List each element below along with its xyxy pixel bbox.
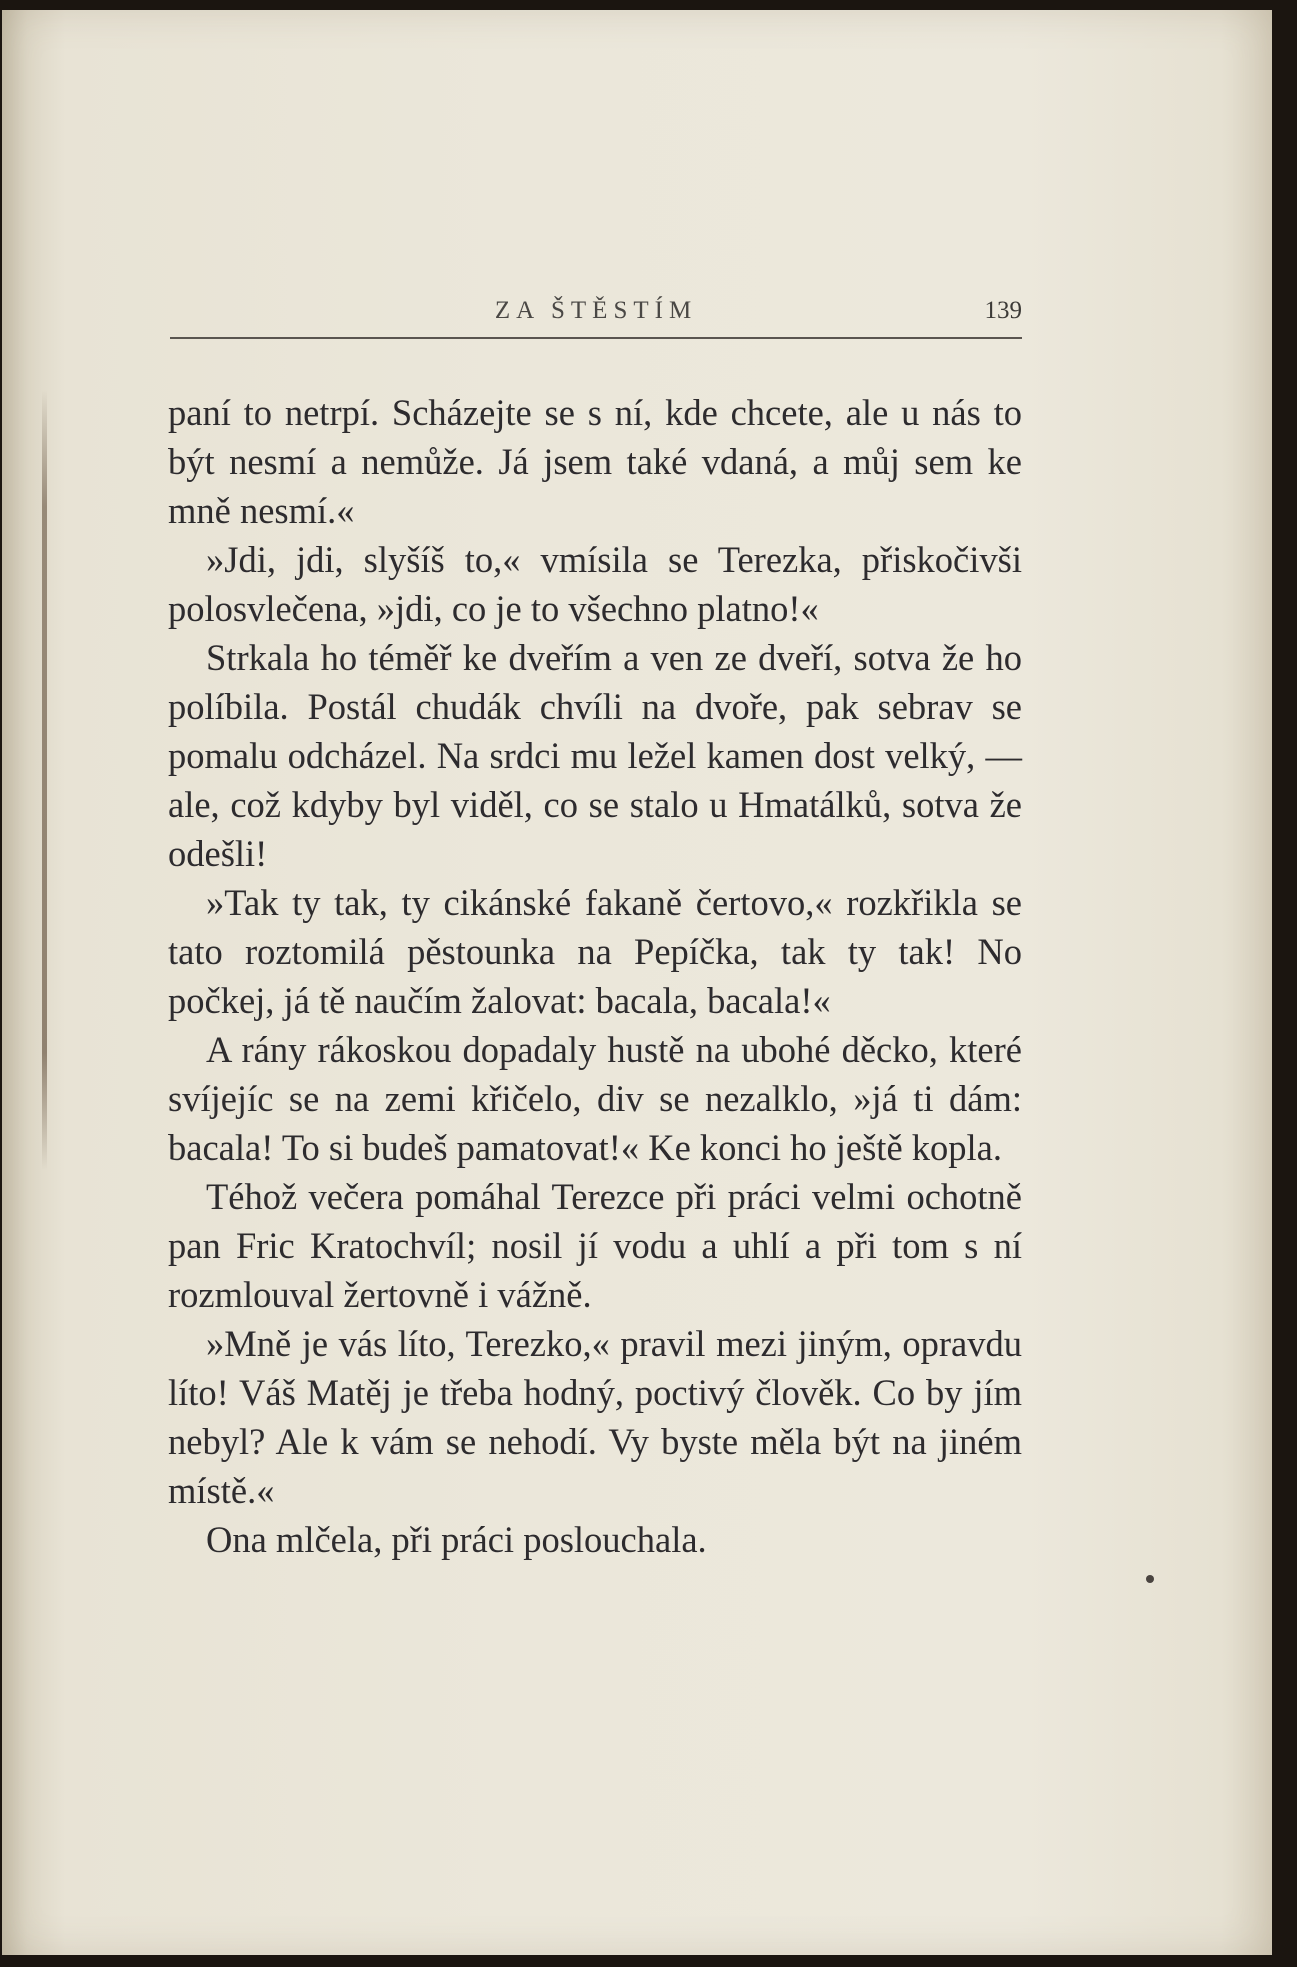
paragraph: Téhož večera pomáhal Terezce při práci velmi ochotně pan Fric Kratochvíl; nosil jí vodu a uhlí a při tom s ní rozmlouval žertovně i vážně.: [168, 1176, 1022, 1315]
paragraph: Ona mlčela, při práci poslouchala.: [206, 1519, 707, 1560]
page-header: [170, 293, 1022, 339]
paragraph: Strkala ho téměř ke dveřím a ven ze dveří, sotva že ho políbila. Postál chudák chvíli na dvoře, pak sebrav se pomalu odcházel. Na srdci mu ležel kamen dost velký, — ale, což kdyby byl viděl, co se stalo u Hmatálků, sotva že odešli!: [168, 637, 1022, 874]
book-page: [2, 10, 1272, 1955]
page-number: 139: [984, 297, 1022, 324]
paragraph: »Mně je vás líto, Terezko,« pravil mezi jiným, opravdu líto! Váš Matěj je třeba hodný, poctivý člověk. Co by jím nebyl? Ale k vám se nehodí. Vy byste měla být na jiném místě.«: [168, 1323, 1022, 1511]
running-title: ZA ŠTĚSTÍM: [494, 297, 698, 324]
page-gutter-shadow: [42, 390, 47, 1170]
ink-speck: [1146, 1575, 1154, 1583]
paragraph: »Tak ty tak, ty cikánské fakaně čertovo,« rozkřikla se tato roztomilá pěstounka na Pepíčka, tak ty tak! No počkej, já tě naučím žalovat: bacala, bacala!«: [168, 882, 1022, 1021]
paragraph: paní to netrpí. Scházejte se s ní, kde chcete, ale u nás to být nesmí a nemůže. Já jsem také vdaná, a můj sem ke mně nesmí.«: [168, 392, 1022, 531]
paragraph: »Jdi, jdi, slyšíš to,« vmísila se Terezka, přiskočivši polosvlečena, »jdi, co je to všechno platno!«: [168, 539, 1022, 629]
body-text: [168, 388, 1022, 1564]
paragraph: A rány rákoskou dopadaly hustě na ubohé děcko, které svíjejíc se na zemi křičelo, div se nezalklo, »já ti dám: bacala! To si budeš pamatovat!« Ke konci ho ještě kopla.: [168, 1029, 1022, 1168]
